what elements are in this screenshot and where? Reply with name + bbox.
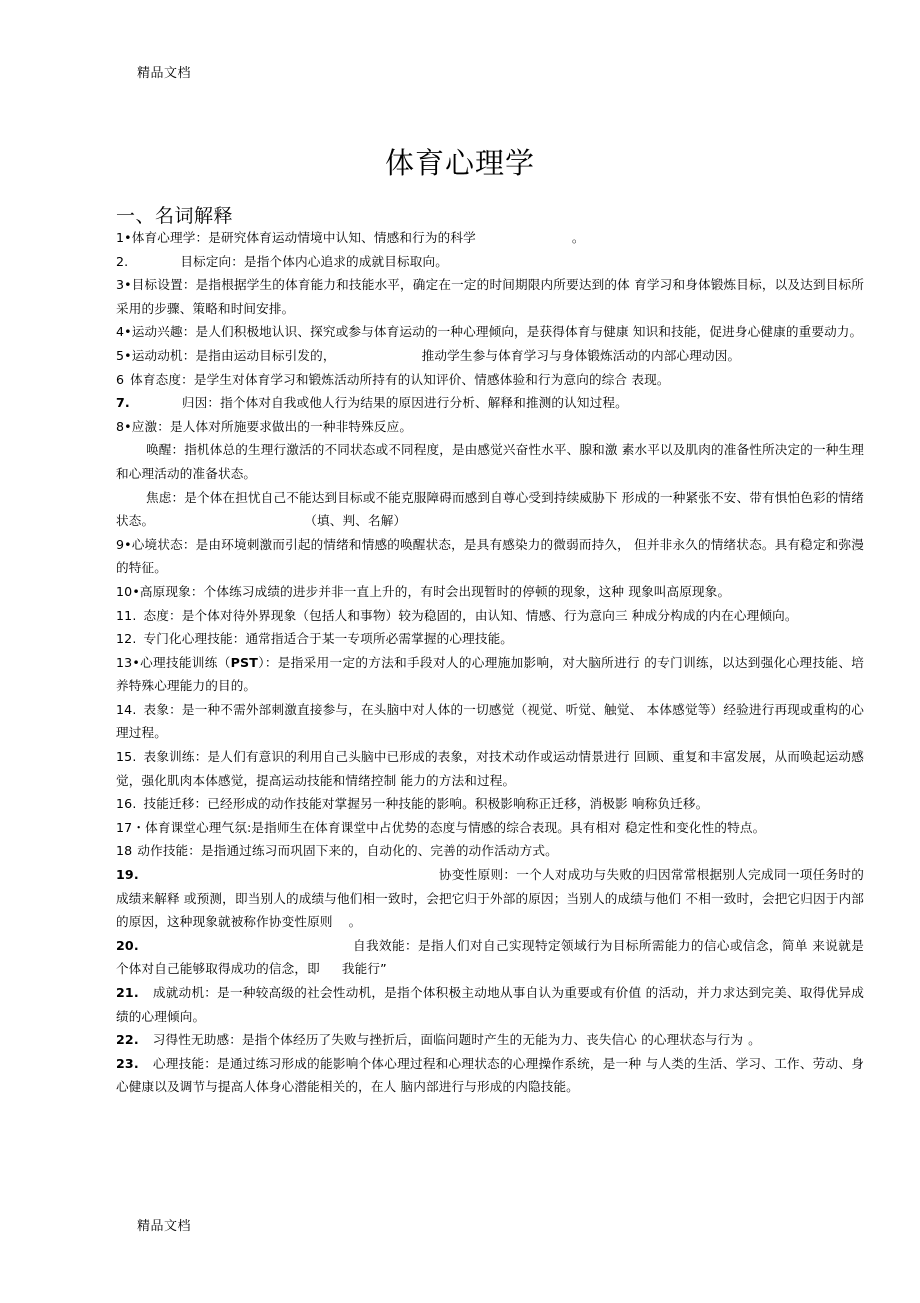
entry-term: 自我效能： [352, 937, 418, 953]
entry-term: 专门化心理技能： [143, 631, 246, 647]
entry-definition: 是由环境刺激而引起的情绪和情感的唤醒状态，是具有感染力的微弱而持久， 但并非永久的情绪状态。具有稳定和弥漫的特征。 [116, 536, 865, 576]
entry-trailing: 。 [571, 230, 585, 245]
entry-term: 协变性原则： [438, 867, 517, 883]
entry-term-prefix: 心理技能训练（PST）： [139, 654, 278, 670]
entry-term: 目标定向： [180, 253, 245, 269]
entry-number: 16. [116, 796, 137, 812]
entry-term: 运动兴趣： [131, 324, 196, 340]
entry-definition: 是一种较高级的社会性动机，是指个体积极主动地从事自认为重要或有价值 的活动，并力求达到完美、取得优异成绩的心理倾向。 [116, 985, 865, 1024]
entry-term: 体育课堂心理气氛: [145, 819, 252, 835]
list-item [116, 816, 864, 840]
entry-term: 成就动机： [152, 985, 218, 1000]
entry-definition: 是指个体内心追求的成就目标取向。 [244, 253, 448, 269]
entry-definition: 是人体对所施要求做出的一种非特殊反应。 [169, 418, 413, 434]
list-item [116, 698, 864, 745]
list-item [116, 368, 864, 392]
entry-definition: 是指个体经历了失败与挫折后，面临问题时产生的无能为力、丧失信心 的心理状态与行为 [241, 1032, 744, 1048]
list-item [116, 934, 864, 981]
list-item [116, 792, 864, 816]
entry-definition: 是研究体育运动情境中认知、情感和行为的科学 [208, 230, 476, 245]
list-item [116, 604, 864, 628]
entry-term: 心理技能： [152, 1055, 218, 1071]
entry-number: 23. [116, 1055, 139, 1071]
list-item [116, 839, 864, 863]
header-watermark: 精品文档 [137, 66, 192, 81]
entry-definition: 是人们积极地认识、探究或参与体育运动的一种心理倾向，是获得体育与健康 知识和技能，促进身心健康的重要动力。 [195, 324, 863, 340]
list-item [116, 391, 864, 415]
entry-definition: 是指人们对自己实现特定领域行为目标所需能力的信心或信念，简单 来说就是个体对自己能够取得成功的信念，即 [116, 937, 864, 977]
entry-number: 10• [116, 583, 140, 599]
entry-definition: 已经形成的动作技能对掌握另一种技能的影响。积极影响称正迁移，消极影 响称负迁移。 [207, 796, 709, 812]
entry-number: 18 [116, 843, 133, 859]
list-item [116, 438, 864, 485]
list-item [116, 250, 864, 274]
entry-definition: 是个体在担忧自己不能达到目标或不能克服障碍而感到自尊心受到持续威胁下 形成的一种紧张不安、带有惧怕色彩的情绪状态。 [116, 489, 864, 529]
entry-term: 表象训练： [143, 749, 208, 765]
entry-term: 表象： [143, 701, 182, 717]
entry-definition: 通常指适合于某一专项所必需掌握的心理技能。 [245, 631, 514, 647]
entry-definition: 是指由运动目标引发的， [195, 347, 336, 363]
list-item [116, 486, 864, 533]
list-item [116, 1052, 864, 1099]
page-title: 体育心理学 [384, 146, 535, 181]
entry-number: 15. [116, 749, 137, 765]
entry-number: 17・ [116, 819, 146, 835]
list-item [116, 226, 864, 250]
entry-term: 体育态度： [130, 371, 194, 387]
entry-term: 运动动机： [131, 347, 196, 363]
list-item [116, 745, 864, 792]
list-item [116, 320, 864, 344]
section-heading-terms: 一、名词解释 [116, 204, 234, 227]
entry-definition: 是指通过练习而巩固下来的，自动化的、完善的动作活动方式。 [201, 843, 558, 859]
entry-definition: 是指根据学生的体育能力和技能水平，确定在一定的时间期限内所要达到的体 育学习和身体锻炼目标，以及达到目标所采用的步骤、策略和时间安排。 [116, 277, 865, 316]
entry-definition: 是一种不需外部刺激直接参与，在头脑中对人体的一切感觉（视觉、听觉、触觉、 本体感觉等）经验进行再现或重构的心理过程。 [116, 701, 864, 741]
entry-number: 4• [116, 324, 132, 340]
list-item [116, 981, 864, 1028]
entry-term: 唤醒： [146, 442, 185, 458]
entry-definition: 个体练习成绩的进步并非一直上升的，有时会出现暂时的停顿的现象，这种 现象叫高原现象。 [203, 583, 731, 599]
list-item [116, 273, 864, 320]
entry-term: 高原现象： [139, 583, 204, 599]
entry-definition: 指个体对自我或他人行为结果的原因进行分析、解释和推测的认知过程。 [220, 395, 628, 411]
entry-number: 3• [116, 277, 132, 293]
entry-number: 21. [116, 985, 139, 1000]
list-item [116, 863, 864, 934]
definitions-list [116, 226, 864, 1099]
entry-definition-cont: 推动学生参与体育学习与身体锻炼活动的内部心理动因。 [421, 347, 741, 363]
entry-term: 焦虑： [146, 489, 185, 505]
entry-term: 应激： [131, 418, 170, 434]
entry-trailing: 。 [348, 914, 362, 930]
list-item [116, 627, 864, 651]
entry-number: 19. [116, 867, 139, 883]
entry-term: 动作技能： [137, 843, 202, 859]
list-item [116, 1028, 864, 1052]
entry-number: 22. [116, 1032, 139, 1048]
entry-term: 体育心理学： [131, 230, 209, 245]
entry-number: 12. [116, 631, 137, 647]
entry-number: 5• [116, 347, 132, 363]
entry-number: 6 [116, 371, 125, 387]
entry-term: 习得性无助感： [152, 1032, 242, 1048]
entry-definition: 是通过练习形成的能影响个体心理过程和心理状态的心理操作系统，是一种 与人类的生活、学习、工作、劳动、身心健康以及调节与提高人体身心潜能相关的，在人 脑内部进行与形成的内隐技能。 [116, 1055, 865, 1095]
entry-definition: 一个人对成功与失败的归因常常根据别人完成同一项任务时的成绩来解释 或预测，即当别人的成绩与他们相一致时，会把它归于外部的原因；当别人的成绩与他们 不相一致时，会把它归因于内部的原因，这种现象就被称作协变性原则 [116, 867, 864, 930]
entry-term: 心境状态： [131, 536, 196, 552]
list-item [116, 533, 864, 580]
entry-term: 归因： [181, 395, 221, 411]
entry-number: 9• [116, 536, 132, 552]
entry-tag: （填、判、名解） [304, 513, 407, 529]
entry-definition: 是指采用一定的方法和手段对人的心理施加影响，对大脑所进行 的专门训练，以达到强化心理技能、培养特殊心理能力的目的。 [116, 654, 865, 694]
entry-number: 14. [116, 701, 137, 717]
entry-trailing: 。 [748, 1032, 761, 1048]
list-item [116, 344, 864, 368]
entry-definition: 是人们有意识的利用自己头脑中已形成的表象，对技术动作或运动情景进行 回顾、重复和丰富发展，从而唤起运动感觉，强化肌肉本体感觉，提高运动技能和情绪控制 能力的方法和过程。 [116, 749, 865, 788]
entry-definition: 是学生对体育学习和锻炼活动所持有的认知评价、情感体验和行为意向的综合 表现。 [193, 371, 670, 387]
list-item [116, 415, 864, 439]
entry-term: 目标设置： [131, 277, 196, 293]
entry-number: 7. [116, 395, 130, 411]
entry-definition: 是指师生在体育课堂中占优势的态度与情感的综合表现。具有相对 稳定性和变化性的特点。 [251, 819, 766, 835]
footer-watermark: 精品文档 [137, 1219, 192, 1234]
list-item [116, 580, 864, 604]
entry-term: 态度： [143, 607, 182, 623]
entry-definition: 指机体总的生理行激活的不同状态或不同程度，是由感觉兴奋性水平、腺和激 素水平以及肌肉的准备性所决定的一种生理和心理活动的准备状态。 [116, 442, 864, 481]
entry-number: 8• [116, 418, 132, 434]
entry-number: 20. [116, 937, 139, 953]
entry-number: 1• [116, 230, 132, 245]
entry-definition: 是个体对待外界现象（包括人和事物）较为稳固的，由认知、情感、行为意向三 种成分构成的内在心理倾向。 [181, 607, 798, 623]
entry-term: 技能迁移： [143, 796, 208, 812]
entry-number: 2. [116, 253, 129, 269]
entry-number: 13• [116, 654, 140, 670]
entry-number: 11. [116, 607, 137, 623]
entry-definition-cont: 我能行” [341, 961, 387, 977]
list-item [116, 651, 864, 698]
